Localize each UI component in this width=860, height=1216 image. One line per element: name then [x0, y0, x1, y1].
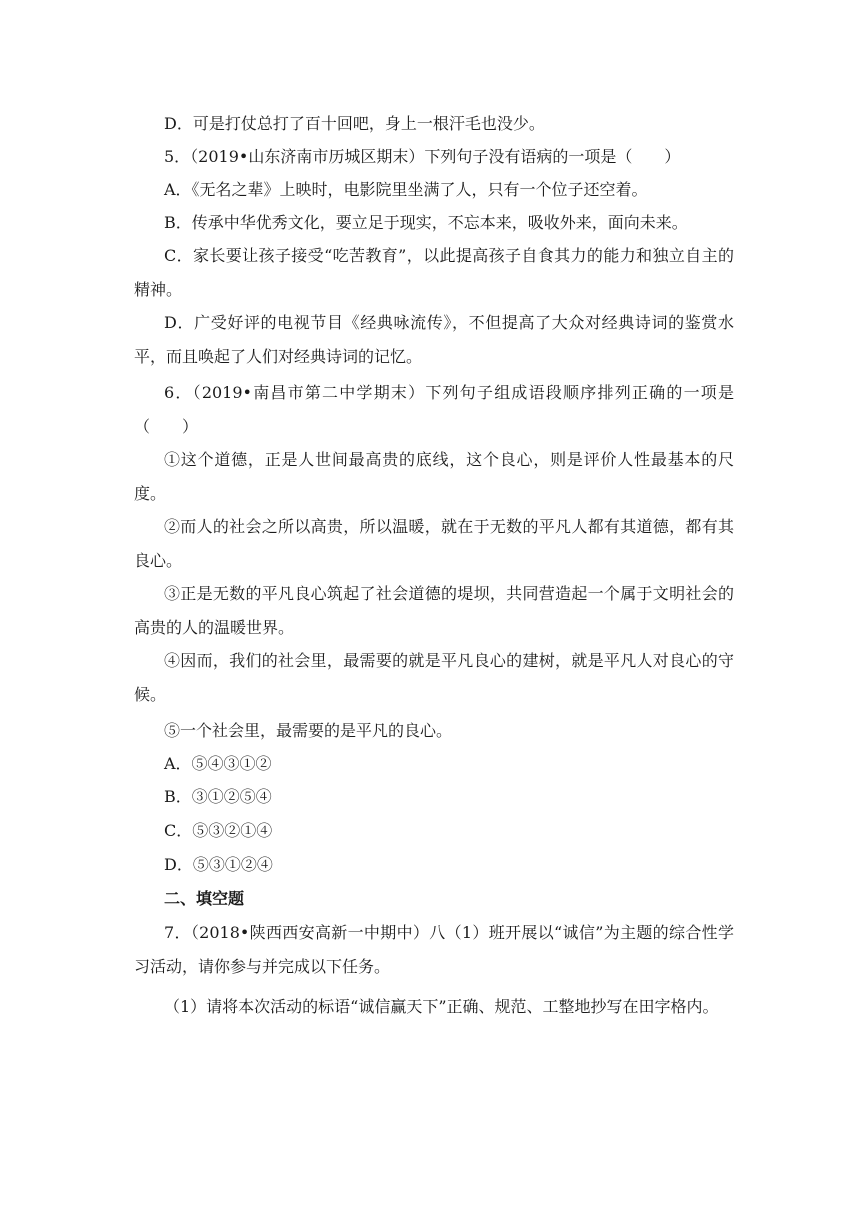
question-6-sentence-3: ③正是无数的平凡良心筑起了社会道德的堤坝，共同营造起一个属于文明社会的高贵的人的温暖世界。	[134, 584, 734, 637]
question-4-option-d: D．可是打仗总打了百十回吧，身上一根汗毛也没少。	[164, 114, 545, 133]
question-5-stem: 5．（2019•山东济南市历城区期末）下列句子没有语病的一项是（ ）	[164, 147, 681, 166]
question-6-option-a: A．⑤④③①②	[164, 754, 272, 773]
question-5-option-d: D．广受好评的电视节目《经典咏流传》，不但提高了大众对经典诗词的鉴赏水平，而且唤起了人们对经典诗词的记忆。	[134, 313, 734, 366]
question-6-sentence-5: ⑤一个社会里，最需要的是平凡的良心。	[164, 721, 453, 740]
section-2-heading: 二、填空题	[164, 889, 245, 908]
question-6-stem: 6．（2019•南昌市第二中学期末）下列句子组成语段顺序排列正确的一项是（ ）	[134, 383, 734, 436]
question-6-option-d: D．⑤③①②④	[164, 855, 273, 874]
question-7-stem: 7．（2018•陕西西安高新一中期中）八（1）班开展以“诚信”为主题的综合性学习活动，请你参与并完成以下任务。	[134, 923, 734, 976]
question-7-task-1: （1）请将本次活动的标语“诚信赢天下”正确、规范、工整地抄写在田字格内。	[164, 997, 719, 1016]
question-6-option-b: B．③①②⑤④	[164, 787, 272, 806]
question-6-option-c: C．⑤③②①④	[164, 821, 273, 840]
question-5-option-c: C．家长要让孩子接受“吃苦教育”，以此提高孩子自食其力的能力和独立自主的精神。	[134, 246, 734, 299]
question-6-sentence-1: ①这个道德，正是人世间最高贵的底线，这个良心，则是评价人性最基本的尺度。	[134, 450, 734, 503]
question-5-option-b: B．传承中华优秀文化，要立足于现实，不忘本来，吸收外来，面向未来。	[164, 213, 688, 232]
question-6-sentence-2: ②而人的社会之所以高贵，所以温暖，就在于无数的平凡人都有其道德，都有其良心。	[134, 517, 734, 570]
question-6-sentence-4: ④因而，我们的社会里，最需要的就是平凡良心的建树，就是平凡人对良心的守候。	[134, 651, 734, 704]
question-5-option-a: A．《无名之辈》上映时，电影院里坐满了人，只有一个位子还空着。	[164, 180, 648, 199]
